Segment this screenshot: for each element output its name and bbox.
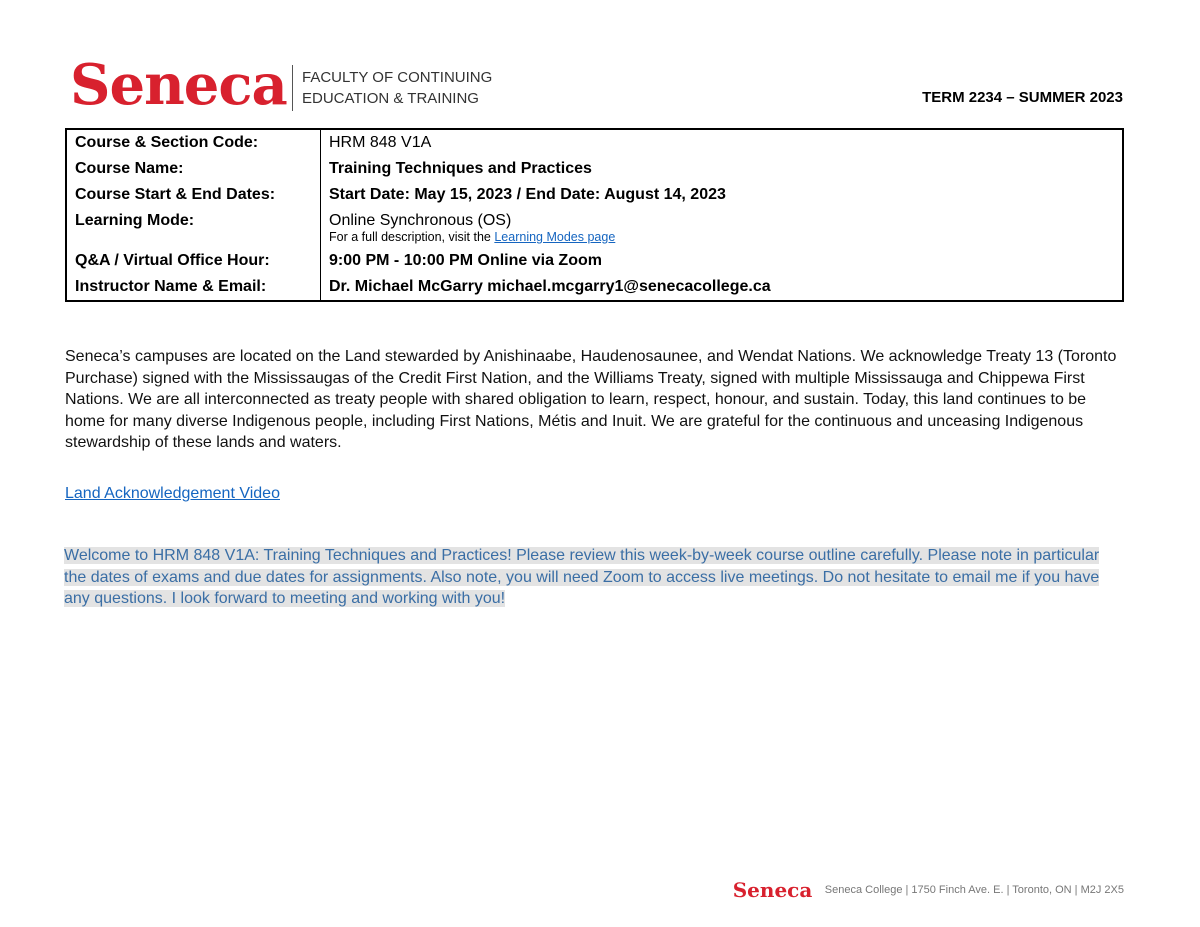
land-acknowledgement-video-link-wrap: [65, 485, 280, 503]
welcome-message: [64, 545, 1124, 610]
table-row: [66, 248, 1123, 274]
footer-address: Seneca College | 1750 Finch Ave. E. | Toronto, ON | M2J 2X5: [824, 884, 1124, 896]
section-code-label: Course & Section Code:: [66, 129, 321, 156]
welcome-text: Welcome to HRM 848 V1A: Training Techniques and Practices! Please review this week-by-week course outline carefully. Please note in particular the dates of exams and due dates for assignments. Also note, you will need Zoom to access live meetings. Do not hesitate to email me if you have any questions. I look forward to meeting and working with you!: [64, 547, 1100, 607]
course-dates-value: Start Date: May 15, 2023 / End Date: August 14, 2023: [329, 186, 726, 203]
table-row: [66, 129, 1123, 156]
learning-mode-label: Learning Mode:: [66, 208, 321, 248]
table-row: [66, 208, 1123, 248]
page-header: [70, 52, 1125, 118]
page-footer: [733, 878, 1124, 904]
land-acknowledgement: Seneca’s campuses are located on the Land stewarded by Anishinaabe, Haudenosaunee, and Wendat Nations. We acknowledge Treaty 13 (Toronto Purchase) signed with the Mississaugas of the Credit First Nation, and the Williams Treaty, signed with multiple Mississauga and Chippewa First Nations. We are all interconnected as treaty people with shared obligation to learn, respect, honour, and sustain. Today, this land continues to be home for many diverse Indigenous people, including First Nations, Métis and Inuit. We are grateful for the continuous and unceasing Indigenous stewardship of these lands and waters.: [65, 348, 1117, 451]
faculty-name: [302, 67, 492, 109]
faculty-line-1: FACULTY OF CONTINUING: [302, 69, 493, 86]
faculty-line-2: EDUCATION & TRAINING: [302, 90, 479, 107]
learning-mode-cell: [321, 208, 1124, 248]
table-row: [66, 182, 1123, 208]
course-dates-label: Course Start & End Dates:: [66, 182, 321, 208]
course-name-label: Course Name:: [66, 156, 321, 182]
course-info-table: [65, 128, 1124, 302]
footer-logo: Seneca: [732, 878, 813, 902]
instructor-value: Dr. Michael McGarry michael.mcgarry1@senecacollege.ca: [329, 278, 771, 295]
land-acknowledgement-video-link[interactable]: Land Acknowledgement Video: [65, 485, 280, 502]
table-row: [66, 156, 1123, 182]
office-hour-value: 9:00 PM - 10:00 PM Online via Zoom: [329, 252, 602, 269]
learning-mode-value: Online Synchronous (OS): [329, 212, 512, 229]
table-row: [66, 274, 1123, 301]
learning-modes-link[interactable]: Learning Modes page: [494, 230, 616, 244]
term-label: TERM 2234 – SUMMER 2023: [922, 89, 1123, 106]
learning-mode-note: [329, 230, 1115, 244]
header-divider: [292, 65, 293, 111]
seneca-logo: Seneca: [70, 52, 287, 118]
learning-mode-note-text: For a full description, visit the: [329, 230, 495, 244]
instructor-label: Instructor Name & Email:: [66, 274, 321, 301]
office-hour-label: Q&A / Virtual Office Hour:: [66, 248, 321, 274]
course-name-value: Training Techniques and Practices: [329, 160, 592, 177]
section-code-value: HRM 848 V1A: [329, 134, 432, 151]
